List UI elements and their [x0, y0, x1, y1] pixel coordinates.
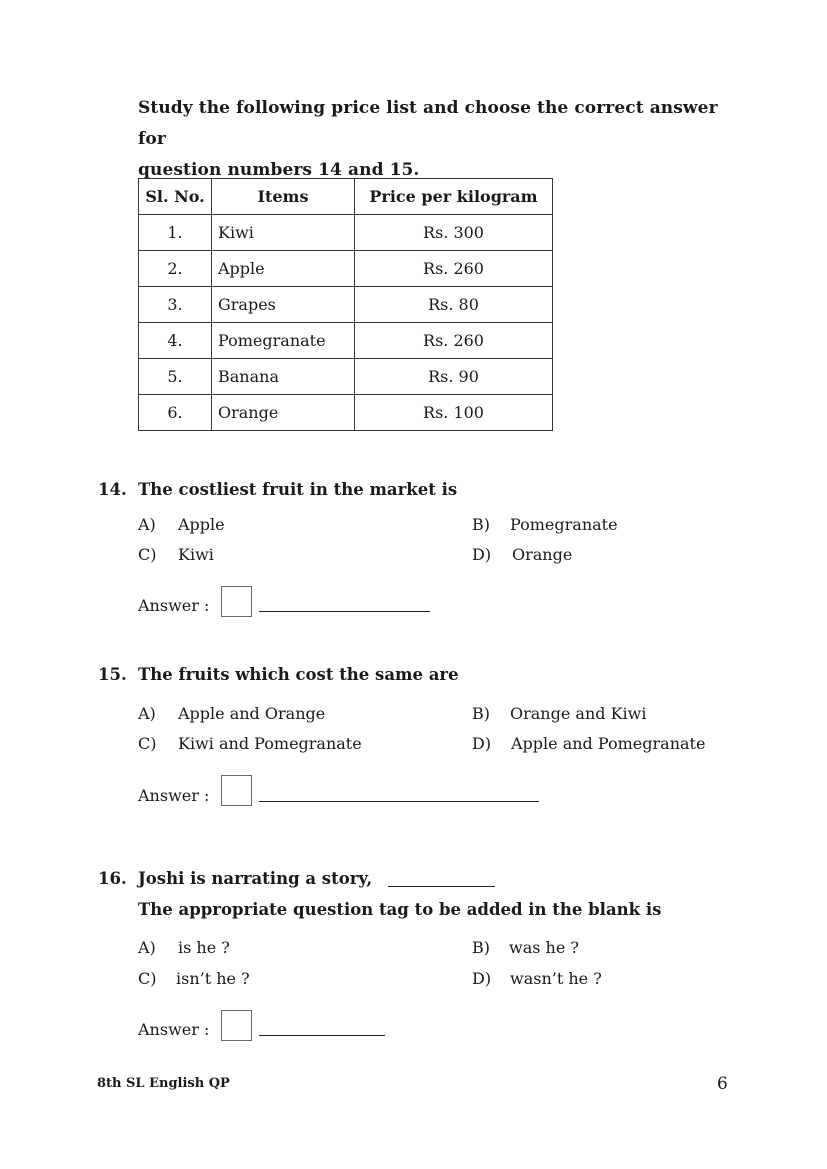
table-row: [139, 287, 553, 323]
option-a[interactable]: [138, 938, 230, 957]
page-number: 6: [717, 1074, 728, 1094]
option-label: B): [472, 515, 490, 534]
answer-line[interactable]: [259, 611, 430, 612]
table-row: [139, 323, 553, 359]
option-text: Pomegranate: [510, 515, 618, 534]
cell-price: Rs. 100: [355, 395, 553, 431]
question-number: 14.: [98, 480, 127, 499]
option-a[interactable]: [138, 704, 325, 723]
answer-box[interactable]: [221, 775, 252, 806]
option-text: isn’t he ?: [176, 969, 250, 988]
option-label: D): [472, 545, 492, 564]
cell-item: Banana: [212, 359, 355, 395]
question-number: 15.: [98, 665, 127, 684]
option-b[interactable]: [472, 704, 646, 723]
question-text: Joshi is narrating a story,: [138, 869, 373, 888]
cell-item: Orange: [212, 395, 355, 431]
option-c[interactable]: [138, 969, 250, 988]
question-number: 16.: [98, 869, 127, 888]
footer-title: 8th SL English QP: [97, 1076, 230, 1091]
option-text: Apple and Orange: [178, 704, 326, 723]
question-instruction: The appropriate question tag to be added in the blank is: [138, 900, 662, 919]
option-label: A): [138, 938, 156, 957]
table-row: [139, 215, 553, 251]
cell-price: Rs. 80: [355, 287, 553, 323]
table-row: [139, 395, 553, 431]
question-text: The fruits which cost the same are: [138, 665, 459, 684]
header-sl-no: Sl. No.: [139, 179, 212, 215]
cell-item: Grapes: [212, 287, 355, 323]
option-label: C): [138, 545, 157, 564]
cell-no: 6.: [139, 395, 212, 431]
option-b[interactable]: [472, 938, 579, 957]
option-c[interactable]: [138, 545, 214, 564]
option-d[interactable]: [472, 545, 572, 564]
option-text: Apple and Pomegranate: [511, 734, 706, 753]
cell-no: 1.: [139, 215, 212, 251]
cell-price: Rs. 300: [355, 215, 553, 251]
option-label: A): [138, 704, 156, 723]
header-price: Price per kilogram: [355, 179, 553, 215]
table-row: [139, 251, 553, 287]
option-label: A): [138, 515, 156, 534]
option-label: B): [472, 938, 490, 957]
table-row: [139, 359, 553, 395]
question-blank-line: [388, 886, 495, 887]
option-text: was he ?: [509, 938, 579, 957]
option-text: Kiwi: [178, 545, 214, 564]
table-header-row: [139, 179, 553, 215]
cell-item: Pomegranate: [212, 323, 355, 359]
cell-no: 3.: [139, 287, 212, 323]
cell-no: 5.: [139, 359, 212, 395]
cell-price: Rs. 260: [355, 251, 553, 287]
option-label: C): [138, 969, 157, 988]
option-text: wasn’t he ?: [510, 969, 602, 988]
option-text: Orange: [512, 545, 573, 564]
option-label: B): [472, 704, 490, 723]
price-table: [138, 178, 553, 431]
answer-label: Answer :: [138, 596, 210, 615]
option-text: Kiwi and Pomegranate: [178, 734, 362, 753]
option-d[interactable]: [472, 734, 705, 753]
option-label: D): [472, 969, 492, 988]
answer-line[interactable]: [259, 801, 539, 802]
option-text: is he ?: [178, 938, 230, 957]
option-text: Orange and Kiwi: [510, 704, 647, 723]
option-a[interactable]: [138, 515, 225, 534]
cell-no: 4.: [139, 323, 212, 359]
question-text: The costliest fruit in the market is: [138, 480, 458, 499]
cell-item: Kiwi: [212, 215, 355, 251]
cell-no: 2.: [139, 251, 212, 287]
answer-box[interactable]: [221, 1010, 252, 1041]
cell-price: Rs. 260: [355, 323, 553, 359]
option-c[interactable]: [138, 734, 362, 753]
option-d[interactable]: [472, 969, 602, 988]
header-items: Items: [212, 179, 355, 215]
option-b[interactable]: [472, 515, 618, 534]
instructions-line-2: question numbers 14 and 15.: [138, 160, 420, 180]
instructions: [138, 93, 738, 186]
answer-label: Answer :: [138, 1020, 210, 1039]
answer-line[interactable]: [259, 1035, 385, 1036]
option-text: Apple: [178, 515, 225, 534]
instructions-line-1: Study the following price list and choose the correct answer for: [138, 98, 718, 149]
cell-price: Rs. 90: [355, 359, 553, 395]
cell-item: Apple: [212, 251, 355, 287]
option-label: D): [472, 734, 492, 753]
answer-box[interactable]: [221, 586, 252, 617]
option-label: C): [138, 734, 157, 753]
answer-label: Answer :: [138, 786, 210, 805]
